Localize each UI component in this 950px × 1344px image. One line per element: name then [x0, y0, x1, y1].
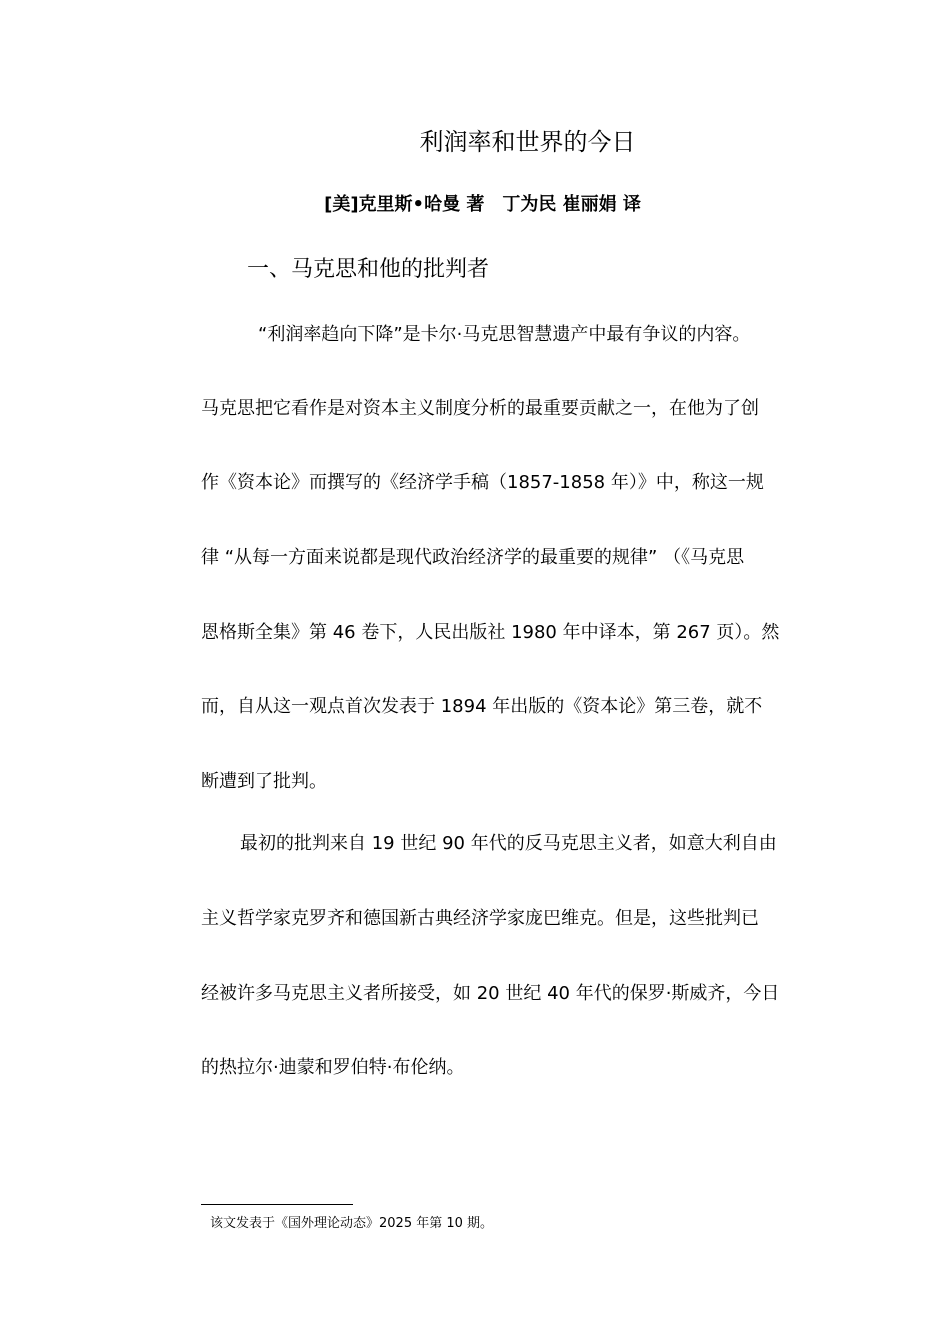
paragraph-2-line-3: 经被许多马克思主义者所接受，如 20 世纪 40 年代的保罗·斯威齐，今日 — [201, 983, 780, 1004]
paragraph-1-line-1: “利润率趋向下降”是卡尔·马克思智慧遗产中最有争议的内容。 — [258, 324, 751, 345]
section-heading: 一、马克思和他的批判者 — [247, 257, 490, 282]
paragraph-2-line-2: 主义哲学家克罗齐和德国新古典经济学家庞巴维克。但是，这些批判已 — [201, 908, 759, 929]
paragraph-1-line-2: 马克思把它看作是对资本主义制度分析的最重要贡献之一，在他为了创 — [201, 398, 759, 419]
paragraph-1-line-4: 律 “从每一方面来说都是现代政治经济学的最重要的规律” （《马克思 — [201, 547, 745, 568]
paragraph-1-line-5: 恩格斯全集》第 46 卷下，人民出版社 1980 年中译本，第 267 页）。然 — [201, 622, 780, 643]
paragraph-1-line-3: 作《资本论》而撰写的《经济学手稿（1857-1858 年）》中，称这一规 — [201, 472, 764, 493]
paragraph-1-line-6: 而，自从这一观点首次发表于 1894 年出版的《资本论》第三卷，就不 — [201, 696, 763, 717]
footnote-text: 该文发表于《国外理论动态》2025 年第 10 期。 — [210, 1216, 494, 1231]
paragraph-2-line-1: 最初的批判来自 19 世纪 90 年代的反马克思主义者，如意大利自由 — [240, 833, 777, 854]
author-byline: [美]克里斯•哈曼 著 丁为民 崔丽娟 译 — [324, 194, 641, 215]
footnote-divider — [201, 1204, 353, 1205]
article-title: 利润率和世界的今日 — [419, 128, 636, 156]
paragraph-2-line-4: 的热拉尔·迪蒙和罗伯特·布伦纳。 — [201, 1057, 465, 1078]
paragraph-1-line-7: 断遭到了批判。 — [201, 771, 327, 792]
